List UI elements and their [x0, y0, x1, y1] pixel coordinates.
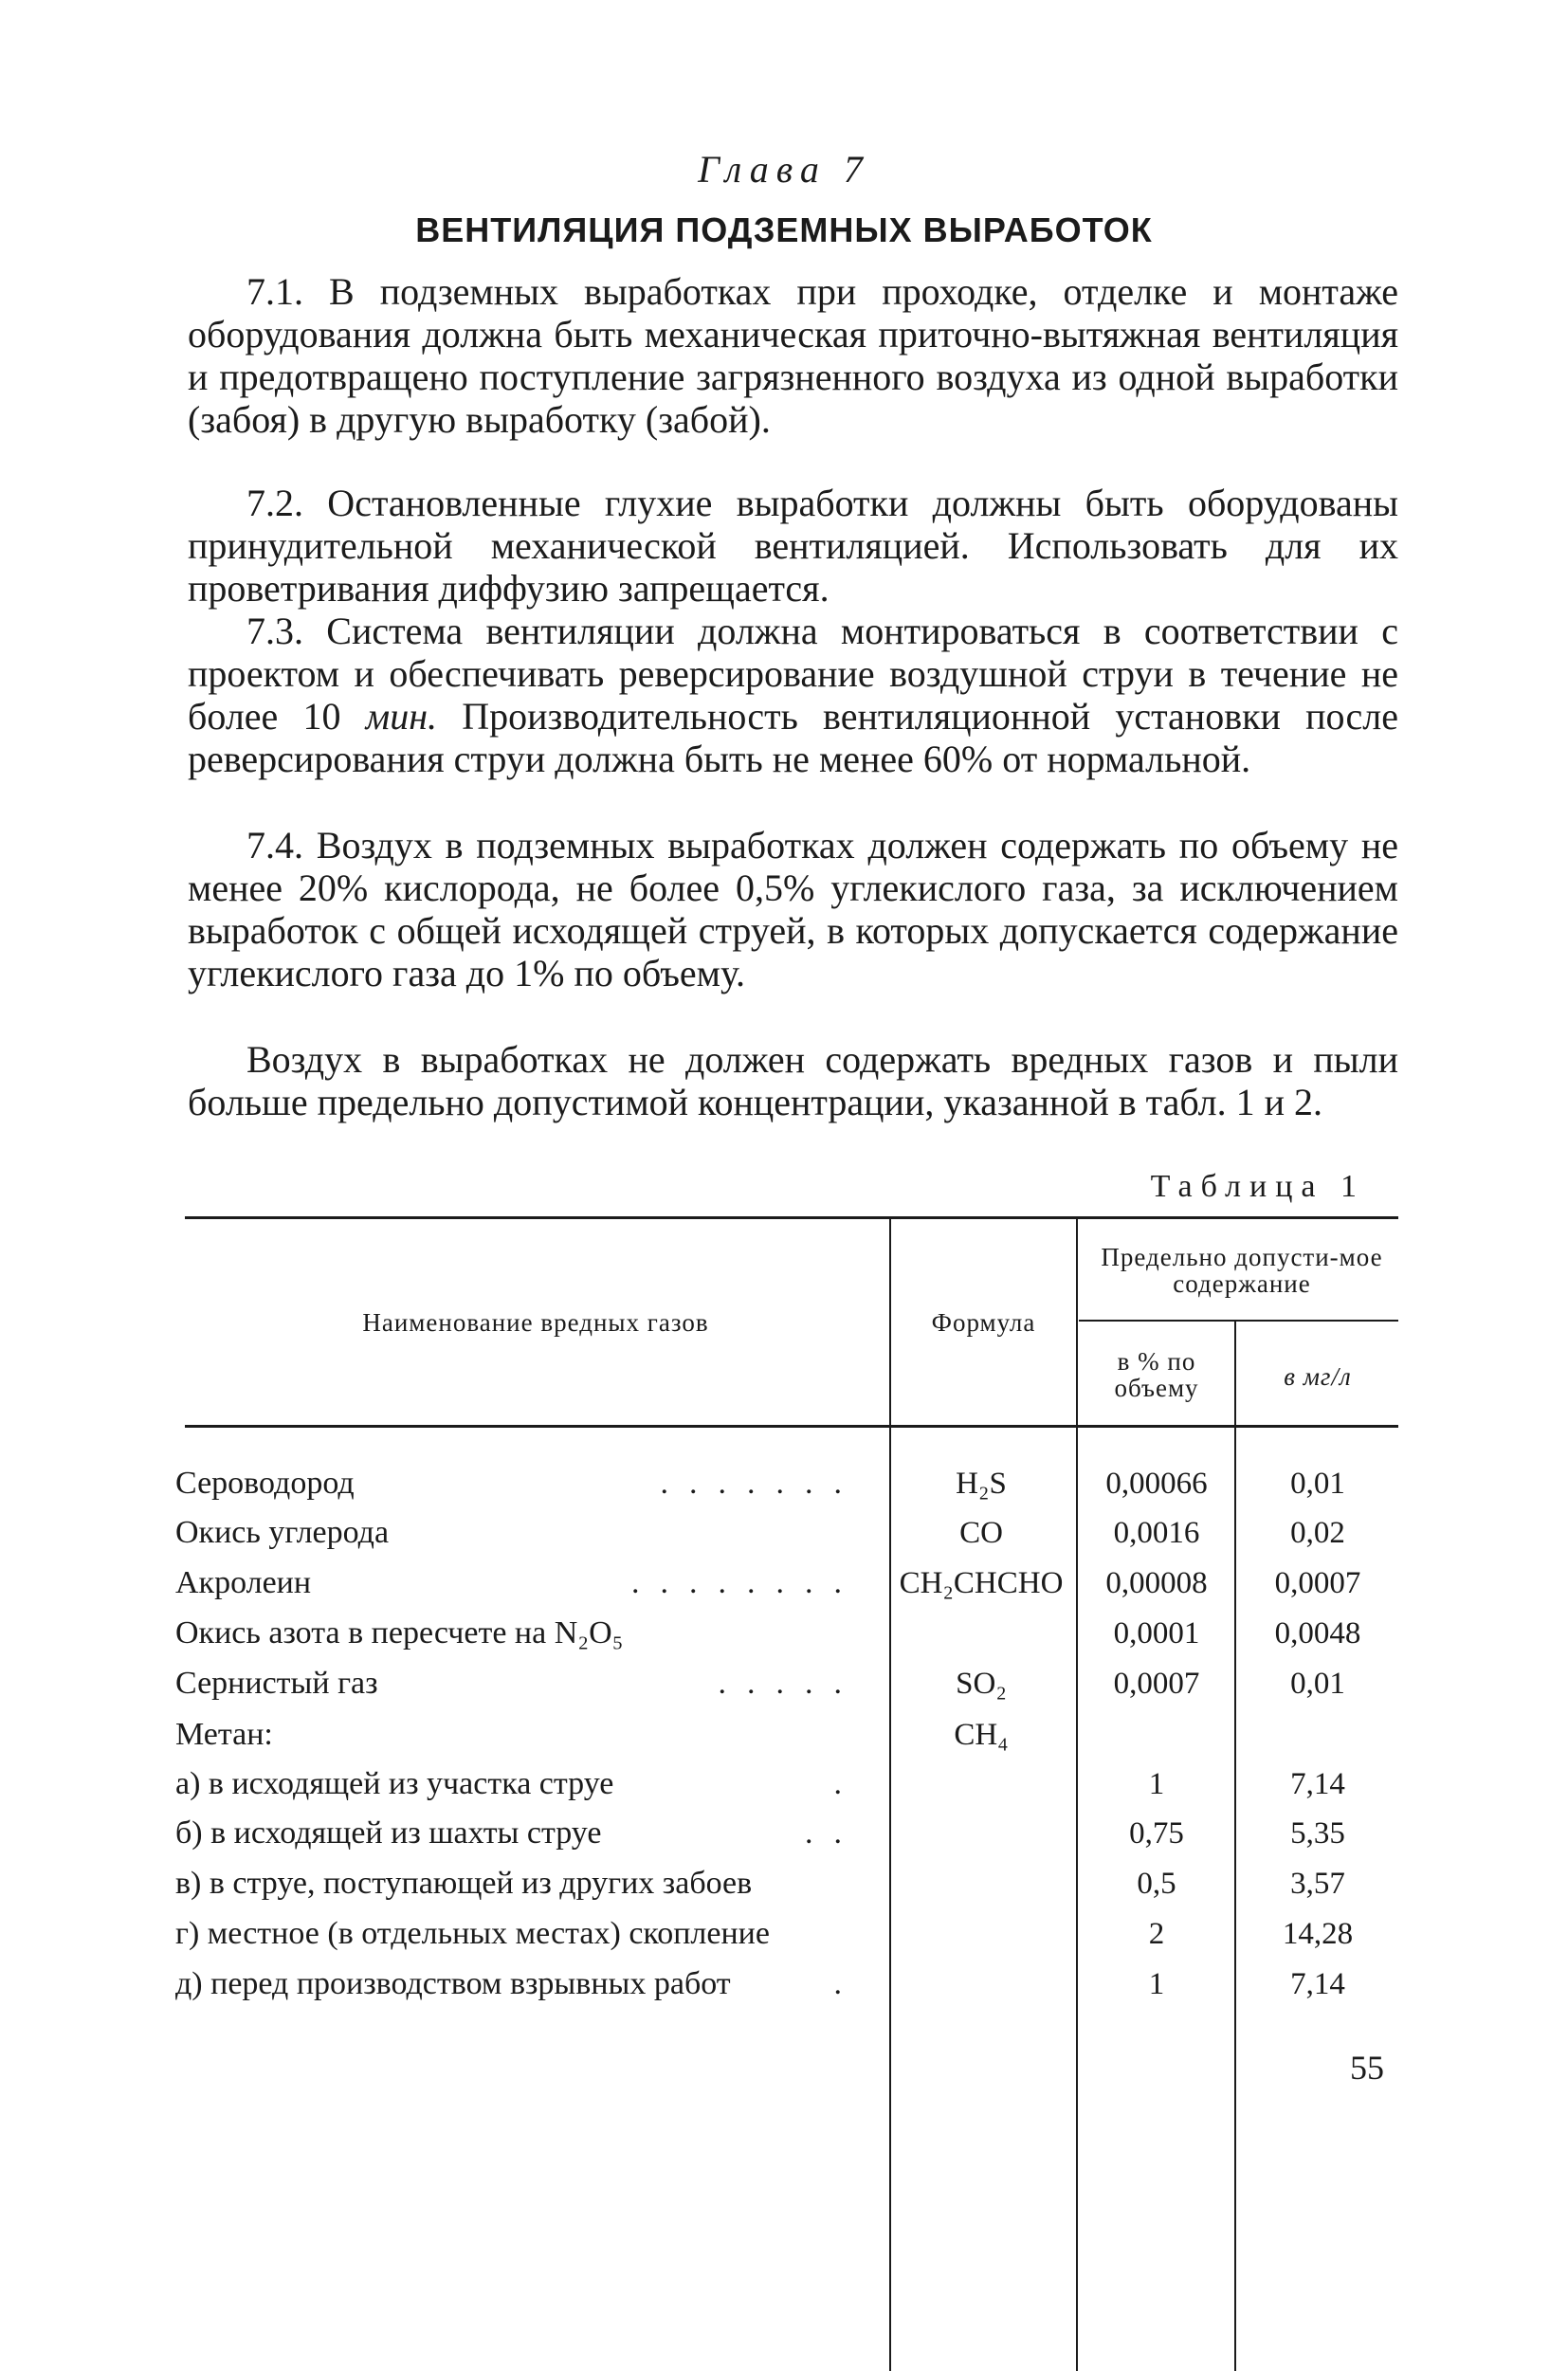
unit-text: мин.	[365, 695, 438, 738]
paragraph-text: 7.4. Воздух в подземных выработках должен содержать по объему не менее 20% кислорода, не более 0,5% углекислого газа, за исключением выработок с общей исходящей струей, в которых допускается содержание углекислого газа до 1% по объему.	[188, 824, 1398, 994]
leader-dots: ........	[631, 1565, 863, 1600]
table-cell-percent: 0,75	[1129, 1816, 1184, 1851]
table-cell-formula: SO₂	[956, 1667, 1007, 1701]
paragraph-7-3	[188, 610, 1398, 780]
table-cell-mg: 7,14	[1290, 1767, 1345, 1801]
header-gas-name: Наименование вредных газов	[362, 1308, 709, 1337]
table-cell-percent: 1	[1148, 1967, 1165, 2001]
paragraph-7-1	[188, 270, 1398, 441]
table-row-name: Окись углерода	[175, 1515, 390, 1550]
section-title: ВЕНТИЛЯЦИЯ ПОДЗЕМНЫХ ВЫРАБОТОК	[415, 210, 1153, 249]
paragraph-7-4	[188, 824, 1398, 994]
leader-dots: ..	[805, 1815, 863, 1851]
table-cell-percent: 1	[1148, 1767, 1165, 1801]
page-number: 55	[1350, 2049, 1384, 2087]
table-row-name: Сернистый газ .....	[175, 1666, 863, 1701]
table-cell-percent: 0,00066	[1105, 1467, 1208, 1501]
table-header-sub-rule	[1079, 1320, 1398, 1322]
paragraph-7-2	[188, 482, 1398, 610]
paragraph-harmful-gases	[188, 1038, 1398, 1123]
table-cell-formula: CH₄	[954, 1718, 1009, 1752]
table-cell-mg: 0,0048	[1274, 1616, 1361, 1651]
paragraph-text: Воздух в выработках не должен содержать вредных газов и пыли больше предельно допустимой концентрации, указанной в табл. 1 и 2.	[188, 1038, 1398, 1123]
paragraph-text: 7.1. В подземных выработках при проходке, отделке и монтаже оборудования должна быть механическая приточно-вытяжная вентиляция и предотвращено поступление загрязненного воздуха из одной выработки (забоя) в другую выработку (забой).	[188, 270, 1398, 441]
table-top-rule	[185, 1216, 1398, 1219]
table-cell-formula: CH₂CHCHO	[899, 1566, 1064, 1600]
table-cell-percent: 0,0007	[1113, 1667, 1200, 1701]
table-row-name: Окись азота в пересчете на N₂O₅	[175, 1615, 624, 1651]
chapter-heading: Глава 7	[698, 148, 870, 191]
leader-dots: .	[833, 1766, 863, 1801]
table-cell-mg: 7,14	[1290, 1967, 1345, 2001]
table-cell-percent: 0,0001	[1113, 1616, 1200, 1651]
table-cell-mg: 0,01	[1290, 1667, 1345, 1701]
table-cell-mg: 5,35	[1290, 1816, 1345, 1851]
table-row-name: в) в струе, поступающей из других забоев	[175, 1866, 753, 1901]
table-row-name: Акролеин ........	[175, 1565, 863, 1600]
table-row-name: а) в исходящей из участка струе .	[175, 1766, 863, 1801]
table-cell-percent: 0,00008	[1105, 1566, 1208, 1600]
table-cell-mg: 0,02	[1290, 1516, 1345, 1550]
leader-dots: .......	[660, 1466, 863, 1501]
table-cell-mg: 0,01	[1290, 1467, 1345, 1501]
table-cell-percent: 0,0016	[1113, 1516, 1200, 1550]
header-mg-per-l: в мг/л	[1284, 1362, 1352, 1391]
table-cell-formula: H₂S	[956, 1467, 1007, 1501]
table-header-bottom-rule	[185, 1425, 1398, 1428]
leader-dots: .	[833, 1966, 863, 2001]
table-row-name: Сероводород .......	[175, 1466, 863, 1501]
table-cell-mg: 0,0007	[1274, 1566, 1361, 1600]
paragraph-text-part: 7.3. Система вентиляции должна монтироваться в соответствии с проектом и обеспечивать реверсирование воздушной струи в течение не более 10	[188, 610, 1398, 738]
paragraph-text: 7.2. Остановленные глухие выработки должны быть оборудованы принудительной механической вентиляцией. Использовать для их проветривания диффузию запрещается.	[188, 482, 1398, 610]
table-row-name: г) местное (в отдельных местах) скопление	[175, 1916, 770, 1951]
header-percent-volume: в % по объему	[1114, 1347, 1199, 1402]
table-row-name: Метан:	[175, 1717, 273, 1752]
leader-dots: .....	[718, 1666, 863, 1701]
header-formula: Формула	[931, 1308, 1036, 1337]
table-cell-formula: CO	[959, 1516, 1003, 1550]
table-col-divider-formula	[889, 1219, 891, 2371]
paragraph-text	[188, 610, 1398, 780]
table-row-name: б) в исходящей из шахты струе ..	[175, 1815, 863, 1851]
table-cell-mg: 3,57	[1290, 1867, 1345, 1901]
table-caption: Таблица 1	[1150, 1169, 1365, 1204]
table-row-name: д) перед производством взрывных работ .	[175, 1966, 863, 2001]
table-cell-percent: 0,5	[1137, 1867, 1176, 1901]
paragraph-text-part: Производительность вентиляционной установки после реверсирования струи должна быть не менее 60% от нормальной.	[188, 695, 1398, 780]
header-limit-group: Предельно допусти-мое содержание	[1101, 1243, 1383, 1298]
table-cell-mg: 14,28	[1282, 1917, 1354, 1951]
table-cell-percent: 2	[1148, 1917, 1165, 1951]
